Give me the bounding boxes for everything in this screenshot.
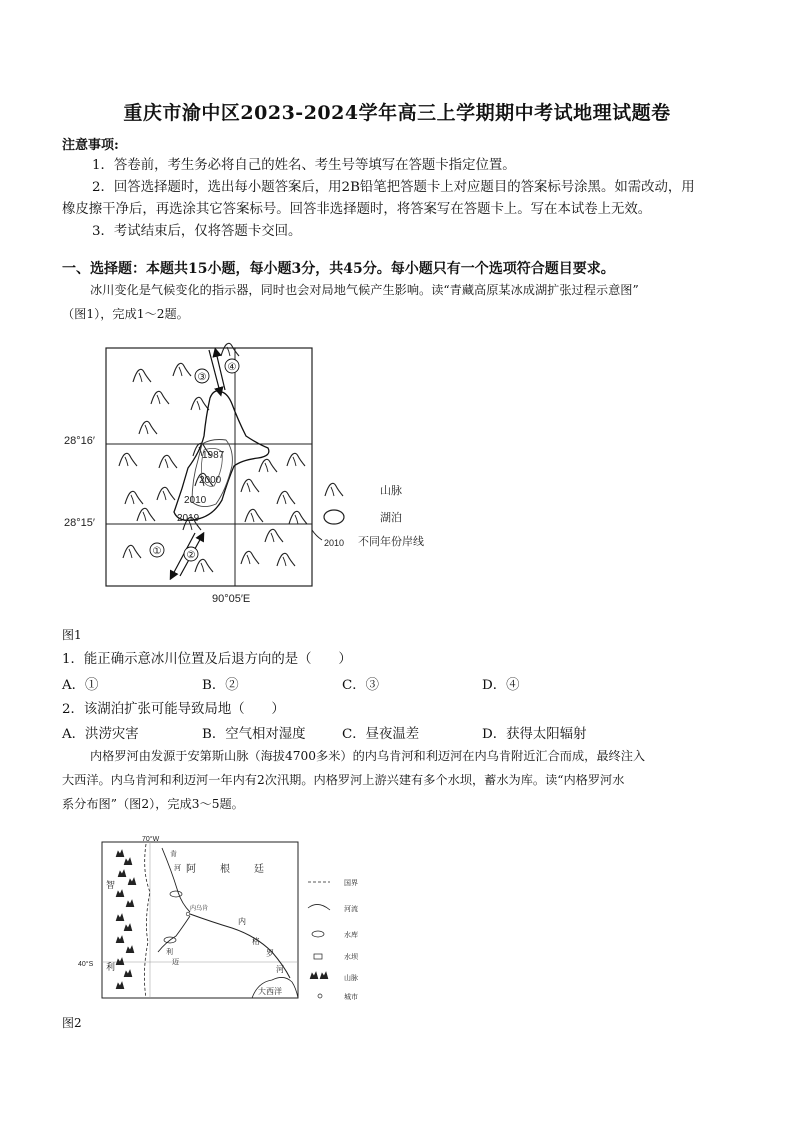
passage-1-line-1: 冰川变化是气候变化的指示器，同时也会对局地气候产生影响。读“青藏高原某冰成湖扩张过程示意图”: [90, 283, 639, 297]
city-neuquen: [186, 912, 190, 916]
label-small-river-1: 肯: [170, 851, 177, 858]
passage-1-line-2: （图1），完成1～2题。: [62, 307, 189, 321]
section-heading: 一、选择题：本题共15小题，每小题3分，共45分。每小题只有一个选项符合题目要求。: [62, 261, 615, 277]
arrow-label-4: ④: [227, 362, 237, 373]
legend-river: 河流: [344, 906, 358, 913]
figure-2-negro-river-map: [62, 832, 382, 1008]
label-river-3: 罗: [266, 949, 274, 958]
page-title: 重庆市渝中区2023-2024学年高三上学期期中考试地理试题卷: [123, 102, 671, 124]
question-1-option-b: B．②: [202, 678, 239, 693]
map-frame: [106, 348, 312, 586]
notice-line-3: 橡皮擦干净后，再选涂其它答案标号。回答非选择题时，将答案写在答题卡上。写在本试卷上无效。: [62, 202, 652, 217]
legend-lake: 湖泊: [380, 512, 402, 524]
figure-1-legend: [312, 483, 424, 548]
arrow-3: [209, 350, 220, 392]
year-label: 2000: [199, 475, 222, 486]
question-2-stem: 2．该湖泊扩张可能导致局地（ ）: [62, 702, 285, 717]
arrow-label-3: ③: [197, 372, 207, 383]
question-1-option-d: D．④: [482, 678, 520, 693]
figure-1-caption: 图1: [62, 628, 82, 642]
figure-2-legend: [308, 878, 359, 1001]
figure-2-caption: 图2: [62, 1016, 82, 1030]
question-1-stem: 1．能正确示意冰川位置及后退方向的是（ ）: [62, 652, 352, 667]
figure-1-glacier-lake-map: [62, 340, 482, 612]
label-argentina-2: 根: [220, 864, 230, 875]
label-river-2: 格: [252, 937, 260, 946]
limay-river: [158, 916, 190, 952]
question-2-option-b: B．空气相对湿度: [202, 727, 306, 742]
lon-label-2: 70°W: [142, 836, 160, 843]
arrow-label-1: ①: [152, 546, 162, 557]
legend-city: 城市: [344, 994, 358, 1001]
year-label: 2010: [184, 495, 207, 506]
question-2-option-d: D．获得太阳辐射: [482, 727, 587, 742]
question-1-option-a: A．①: [62, 678, 99, 693]
legend-reservoir: 水库: [344, 932, 358, 939]
lat-label-2: 40°S: [78, 961, 94, 968]
label-river-4: 河: [276, 965, 284, 974]
label-argentina-3: 廷: [254, 864, 264, 875]
arrow-label-2: ②: [186, 550, 196, 561]
legend-mountain: 山脉: [344, 975, 358, 982]
arrow-4: [216, 352, 225, 390]
question-2-option-c: C．昼夜温差: [342, 727, 420, 742]
national-border: [144, 844, 150, 998]
passage-2: [62, 744, 742, 816]
passage-2-line-2: 大西洋。内乌肯河和利迈河一年内有2次汛期。内格罗河上游兴建有多个水坝，蓄水为库。读“内格罗河水: [62, 773, 625, 787]
label-small-river-3: 利: [166, 949, 173, 956]
label-small-river-2: 河: [174, 865, 181, 872]
notice-line-4: 3．考试结束后，仅将答题卡交回。: [92, 224, 302, 239]
question-2-option-a: A．洪涝灾害: [62, 727, 139, 742]
lat-label-top: 28°16′: [64, 435, 95, 447]
passage-2-line-3: 系分布图”（图2），完成3～5题。: [62, 797, 244, 811]
notice-item: [62, 155, 695, 243]
label-chile-2: 利: [106, 962, 116, 972]
legend-dam: 水坝: [344, 954, 358, 961]
question-1-option-c: C．③: [342, 678, 380, 693]
label-argentina-1: 阿: [186, 864, 196, 875]
label-small-river-4: 迈: [172, 959, 179, 966]
legend-shoreline: 不同年份岸线: [358, 536, 424, 548]
andes-mountains: [116, 850, 136, 989]
year-label: 2019: [177, 513, 200, 524]
lat-label-bottom: 28°15′: [64, 517, 95, 529]
notice-line-1: 1．答卷前，考生务必将自己的姓名、考生号等填写在答题卡指定位置。: [92, 158, 516, 173]
legend-shoreline-year: 2010: [324, 538, 345, 548]
notice-line-2: 2．回答选择题时，选出每小题答案后，用2B铅笔把答题卡上对应题目的答案标号涂黑。如需改动，用: [92, 180, 695, 195]
label-ocean: 大西洋: [258, 987, 282, 996]
notice-heading: 注意事项:: [62, 138, 119, 153]
label-river-1: 内: [238, 917, 246, 926]
passage-1: [62, 278, 742, 326]
legend-mountain: 山脉: [380, 485, 402, 497]
year-label: 1987: [202, 450, 225, 461]
label-chile-1: 智: [106, 880, 116, 890]
lon-label: 90°05′E: [212, 593, 251, 605]
label-city: 内乌肯: [190, 906, 209, 912]
legend-border: 国界: [344, 880, 358, 887]
passage-2-line-1: 内格罗河由发源于安第斯山脉（海拔4700多米）的内乌肯河和利迈河在内乌肯附近汇合而成，最终注入: [90, 749, 646, 763]
